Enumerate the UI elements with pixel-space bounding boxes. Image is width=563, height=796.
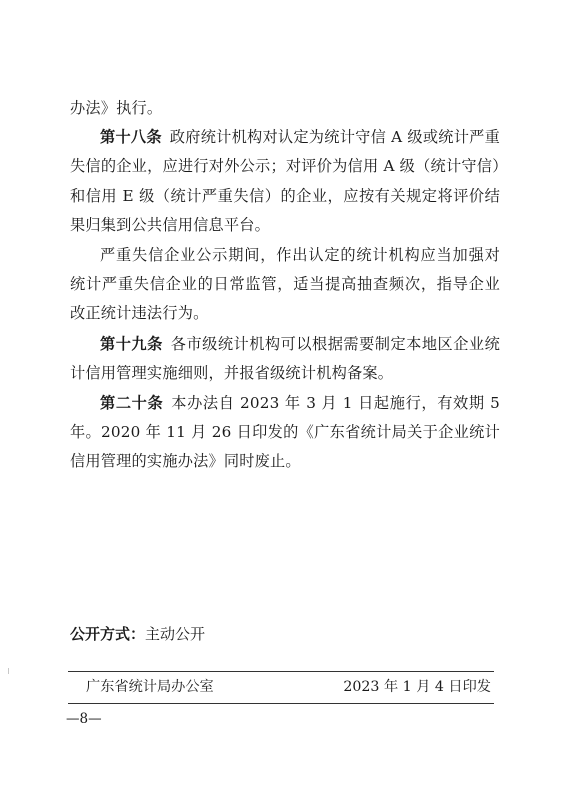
paragraph-text: 本办法自 2023 年 3 月 1 日起施行，有效期 5 年。2020 年 11 月 26 日印发的《广东省统计局关于企业统计信用管理的实施办法》同时废止。 xyxy=(70,394,500,471)
article-19 xyxy=(70,330,500,388)
disclosure-method xyxy=(70,624,205,644)
footer-issue-date: 2023 年 1 月 4 日印发 xyxy=(343,679,491,695)
paragraph-text: 办法》执行。 xyxy=(70,99,163,117)
footer-bottom-rule xyxy=(68,703,494,704)
paragraph-text: 严重失信企业公示期间，作出认定的统计机构应当加强对统计严重失信企业的日常监管，适当提高抽查频次，指导企业改正统计违法行为。 xyxy=(70,246,500,323)
page-number: —8— xyxy=(66,711,102,727)
paragraph-continuation xyxy=(70,94,500,123)
article-heading: 第十八条 xyxy=(100,128,162,147)
disclosure-value: 主动公开 xyxy=(145,625,206,643)
footer-top-rule xyxy=(68,671,494,672)
article-18 xyxy=(70,123,500,240)
footer-issuer: 广东省统计局办公室 xyxy=(86,679,214,695)
paragraph-text: 各市级统计机构可以根据需要制定本地区企业统计信用管理实施细则，并报省级统计机构备案。 xyxy=(70,334,500,382)
article-heading: 第二十条 xyxy=(100,394,164,413)
document-body xyxy=(70,94,500,477)
article-heading: 第十九条 xyxy=(100,334,163,353)
disclosure-label: 公开方式： xyxy=(70,625,146,643)
scan-artifact xyxy=(8,668,9,674)
paragraph-supervision xyxy=(70,241,500,329)
article-20 xyxy=(70,389,500,477)
paragraph-text: 政府统计机构对认定为统计守信 A 级或统计严重失信的企业，应进行对外公示；对评价为信用 A 级（统计守信）和信用 E 级（统计严重失信）的企业，应按有关规定将评价结果归集到公共信用信息平台。 xyxy=(70,128,500,234)
